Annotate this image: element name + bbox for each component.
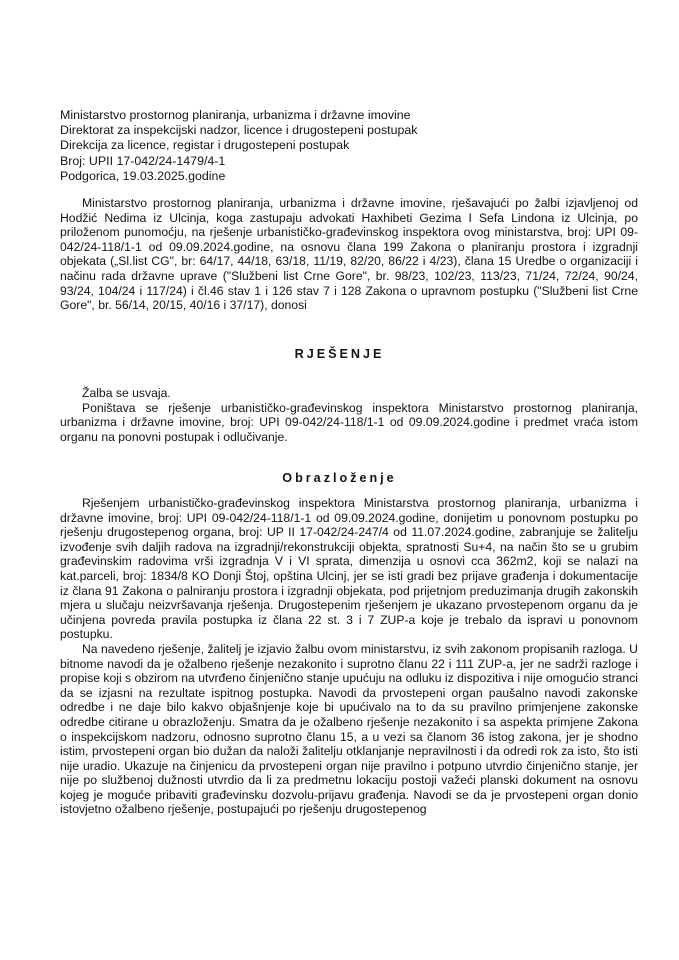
ministry-name: Ministarstvo prostornog planiranja, urbanizma i državne imovine	[60, 108, 411, 122]
reasoning-heading: Obrazloženje	[282, 471, 397, 485]
directorate-unit: Direkcija za licence, registar i drugostepeni postupak	[60, 138, 350, 153]
reasoning-paragraph: Na navedeno rješenje, žalitelj je izjavio žalbu ovom ministarstvu, iz svih zakonom propisanih razloga. U bitnome navodi da je ožalbeno rješenje nezakonito i suprotno članu 22 i 111 ZUP-a, jer ne sadrži razloge i propise koji s obzirom na utvrđeno činjenično stanje upućuju na odluku iz dispozitiva i nije omogućio stranci da se izjasni na rezultate ispitnog postupka. Navodi da prvostepeni organ paušalno navodi zakonske odredbe i ne daje bilo kakvo objašnjenje koje bi upućivalo na to da su pravilno primjenjene zakonske odredbe citirane u obrazloženju. Smatra da je ožalbeno rješenje nezakonito i sa aspekta primjene Zakona o inspekcijskom nadzoru, odnosno suprotno članu 15, a u vezi sa članom 36 istog zakona, jer je shodno istim, prvostepeni organ bio dužan da naloži žalitelju otklanjanje nepravilnosti i da odredi rok za isto, što isti nije uradio. Ukazuje na činjenicu da prvostepeni organ nije pravilno i potpuno utvrdio činjenično stanje, jer nije po službenoj dužnosti utvrdio da li za predmetnu lokaciju postoji važeći planski dokument na osnovu kojeg je moguće pribaviti građevinsku dozvolu-prijavu građenja. Navodi se da je prvostepeni organ donio istovjetno ožalbeno rješenje, postupajući po rješenju drugostepenog	[60, 641, 638, 817]
decision-paragraph: Žalba se usvaja.	[82, 386, 171, 400]
intro-paragraph: Ministarstvo prostornog planiranja, urbanizma i državne imovine, rješavajući po žalbi izjavljenoj od Hodžić Nedima iz Ulcinja, koga zastupaju advokati Haxhibeti Gezima I Sefa Lindona iz Ulcinja, po priloženom punomoćju, na rješenje urbanističko-građevinskog inspektora ovog ministarstva, broj: UPI 09-042/24-118/1-1 od 09.09.2024.godine, na osnovu člana 199 Zakona o planiranju prostora i izgradnji objekata („Sl.list CG", br: 64/17, 44/18, 63/18, 11/19, 82/20, 86/22 i 4/23), člana 15 Uredbe o organizaciji i načinu rada državne uprave ("Službeni list Crne Gore", br. 98/23, 102/23, 113/23, 71/24, 72/24, 90/24, 93/24, 104/24 i 117/24) i čl.46 stav 1 i 126 stav 7 i 128 Zakona o upravnom postupku ("Službeni list Crne Gore", br. 56/14, 20/15, 40/16 i 37/17), donosi	[60, 196, 638, 313]
directorate-name: Direktorat za inspekcijski nadzor, licence i drugostepeni postupak	[60, 123, 418, 138]
letterhead	[60, 108, 620, 184]
decision-heading: RJEŠENJE	[294, 347, 385, 361]
reasoning-section	[60, 496, 638, 817]
reasoning-paragraph: Rješenjem urbanističko-građevinskog inspektora Ministarstva prostornog planiranja, urbanizma i državne imovine, broj: UPI 09-042/24-118/1-1 od 09.09.2024.godine, donijetim u ponovnom postupku po rješenju drugostepenog organa, broj: UP II 17-042/24-247/4 od 11.07.2024.godine, zabranjuje se žalitelju izvođenje svih daljih radova na izgradnji/rekonstrukciji objekta, spratnosti Su+4, na način što se u grubim građevinskim radovima vrši izgradnja V i VI sprata, dimenzija u osnovi cca 362m2, koji se nalazi na kat.parceli, broj: 1834/8 KO Donji Štoj, opština Ulcinj, jer se isti gradi bez prijave građenja i dokumentacije iz člana 91 Zakona o palniranju prostora i izgradnji objekata, pod prijetnjom preduzimanja drugih zakonskih mjera u slučaju neizvršavanja rješenja. Drugostepenim rješenjem je ukazano prvostepenom organu da je učinjena povreda pravila postupka iz člana 22 st. 3 i 7 ZUP-a koje je trebalo da ispravi u ponovnom postupku.	[60, 496, 638, 642]
decision-paragraph: Poništava se rješenje urbanističko-građevinskog inspektora Ministarstvo prostornog planiranja, urbanizma i državne imovine, broj: UPI 09-042/24-118/1-1 od 09.09.2024.godine i predmet vraća istom organu na ponovni postupak i odlučivanje.	[60, 400, 638, 444]
case-number: Broj: UPII 17-042/24-1479/4-1	[60, 153, 226, 168]
intro-section	[60, 196, 638, 313]
decision-section	[60, 386, 638, 444]
place-date: Podgorica, 19.03.2025.godine	[60, 168, 226, 183]
